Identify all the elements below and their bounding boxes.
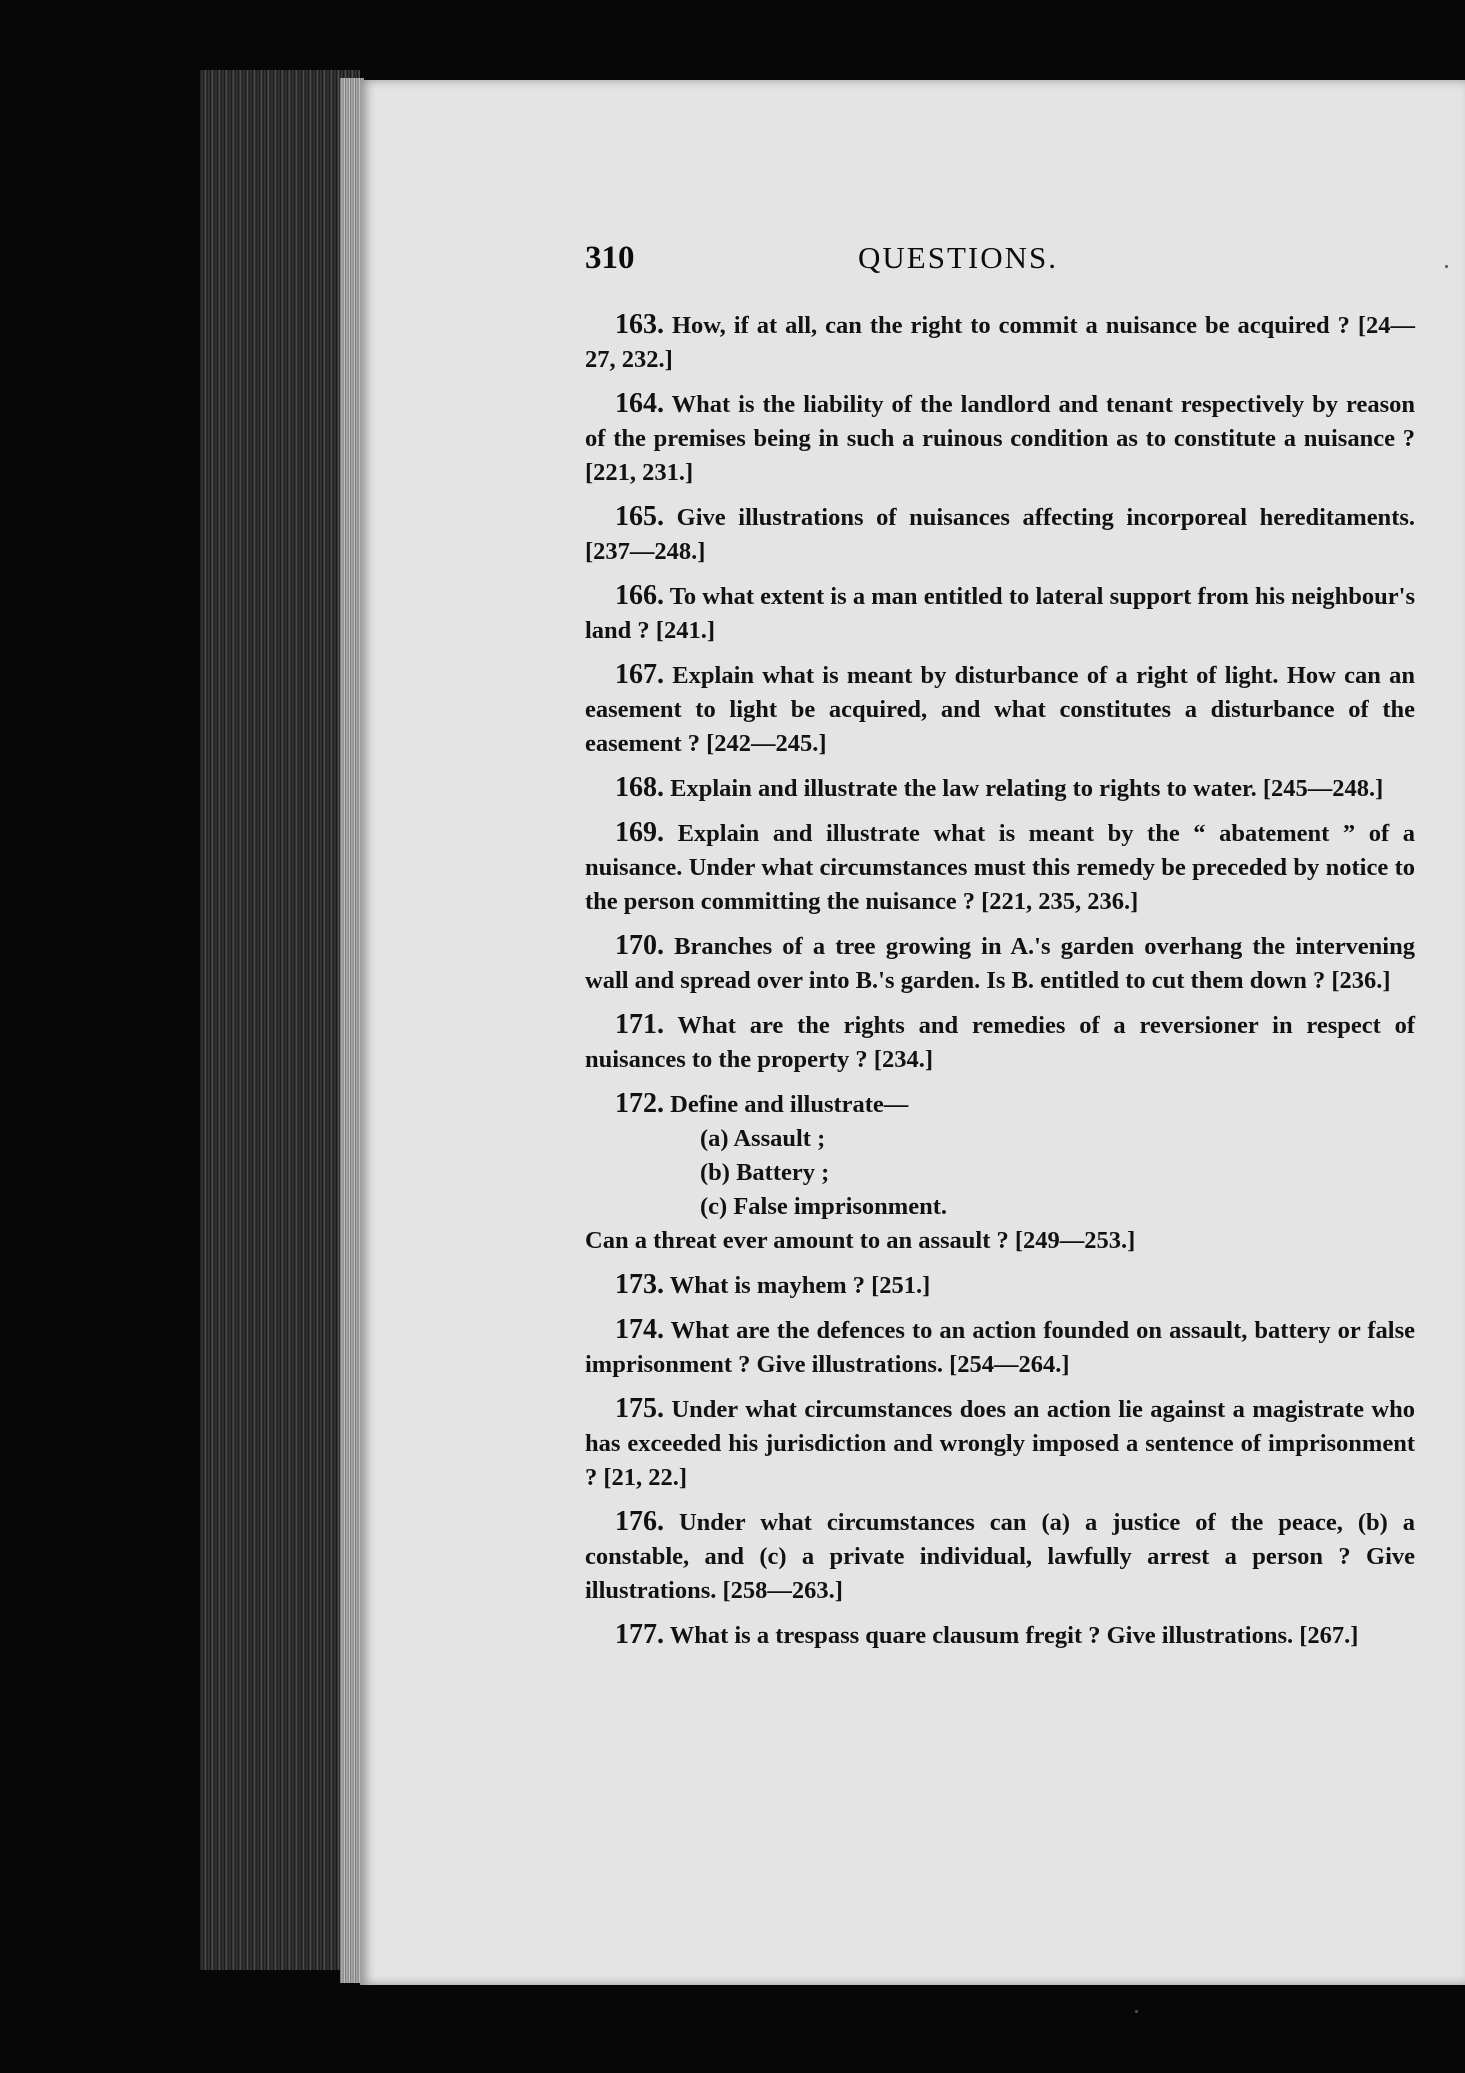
- question-item: [585, 1505, 1415, 1608]
- sublist-item: (c) False imprisonment.: [700, 1193, 947, 1220]
- question-item: [585, 771, 1415, 806]
- question-text: Under what circumstances does an action lie against a magistrate who has exceeded his jurisdiction and wrongly imposed a sentence of imprisonment ? [21, 22.]: [585, 1396, 1415, 1491]
- question-item: [585, 929, 1415, 998]
- question-item: [585, 1618, 1415, 1653]
- question-text: Define and illustrate—: [670, 1091, 909, 1118]
- question-text: Explain and illustrate what is meant by the “ abatement ” of a nuisance. Under what circumstances must this remedy be preceded by notice to the person committing the nuisance ? [221, 235, 236.]: [585, 820, 1415, 915]
- speck: [1445, 265, 1448, 268]
- question-text: What is the liability of the landlord and tenant respectively by reason of the premises being in such a ruinous condition as to constitute a nuisance ? [221, 231.]: [585, 391, 1416, 486]
- running-head: QUESTIONS.: [858, 240, 1058, 275]
- question-text: What are the rights and remedies of a reversioner in respect of nuisances to the property ? [234.]: [585, 1012, 1415, 1073]
- question-text: Under what circumstances can (a) a justice of the peace, (b) a constable, and (c) a private individual, lawfully arrest a person ? Give illustrations. [258—263.]: [585, 1509, 1416, 1604]
- question-number: 175.: [615, 1393, 664, 1424]
- question-number: 171.: [615, 1009, 664, 1040]
- question-number: 169.: [615, 817, 664, 848]
- question-text: How, if at all, can the right to commit a nuisance be acquired ? [24—27, 232.]: [585, 312, 1415, 373]
- question-item: [585, 1008, 1415, 1077]
- question-text: Explain and illustrate the law relating to rights to water. [245—248.]: [670, 775, 1384, 802]
- question-item: [585, 387, 1415, 490]
- sublist-item: (a) Assault ;: [700, 1125, 826, 1152]
- question-number: 173.: [615, 1269, 664, 1300]
- question-number: 165.: [615, 501, 664, 532]
- question-item: [585, 1268, 1415, 1303]
- question-number: 166.: [615, 580, 664, 611]
- question-item: [585, 816, 1415, 919]
- question-text: What is a trespass quare clausum fregit ? Give illustrations. [267.]: [669, 1622, 1359, 1649]
- page-header: [585, 240, 1415, 280]
- question-number: 164.: [615, 388, 664, 419]
- book-spine: [200, 70, 360, 1970]
- question-continuation: Can a threat ever amount to an assault ? [249—253.]: [585, 1227, 1136, 1254]
- page-number: 310: [585, 240, 635, 276]
- book-page: [360, 80, 1465, 1985]
- sublist-item: (b) Battery ;: [700, 1159, 830, 1186]
- question-item: [585, 1313, 1415, 1382]
- speck: [1135, 2010, 1138, 2013]
- question-sublist: [700, 1122, 1415, 1224]
- question-number: 167.: [615, 659, 664, 690]
- question-text: What are the defences to an action founded on assault, battery or false imprisonment ? Give illustrations. [254—264.]: [585, 1317, 1415, 1378]
- question-number: 172.: [615, 1088, 664, 1119]
- question-text: Branches of a tree growing in A.'s garden overhang the intervening wall and spread over into B.'s garden. Is B. entitled to cut them down ? [236.]: [585, 933, 1415, 994]
- question-list: [585, 308, 1415, 1663]
- question-text: Give illustrations of nuisances affecting incorporeal hereditaments. [237—248.]: [585, 504, 1416, 565]
- question-item: [585, 658, 1415, 761]
- question-number: 176.: [615, 1506, 664, 1537]
- question-item: [585, 1087, 1415, 1122]
- question-number: 177.: [615, 1619, 664, 1650]
- question-number: 174.: [615, 1314, 664, 1345]
- question-number: 170.: [615, 930, 664, 961]
- question-text: To what extent is a man entitled to lateral support from his neighbour's land ? [241.]: [585, 583, 1416, 644]
- question-number: 163.: [615, 309, 664, 340]
- question-number: 168.: [615, 772, 664, 803]
- question-text: Explain what is meant by disturbance of a right of light. How can an easement to light be acquired, and what constitutes a disturbance of the easement ? [242—245.]: [585, 662, 1416, 757]
- question-text: What is mayhem ? [251.]: [669, 1272, 931, 1299]
- question-item: [585, 500, 1415, 569]
- question-item: [585, 308, 1415, 377]
- question-item: [585, 579, 1415, 648]
- question-item: [585, 1392, 1415, 1495]
